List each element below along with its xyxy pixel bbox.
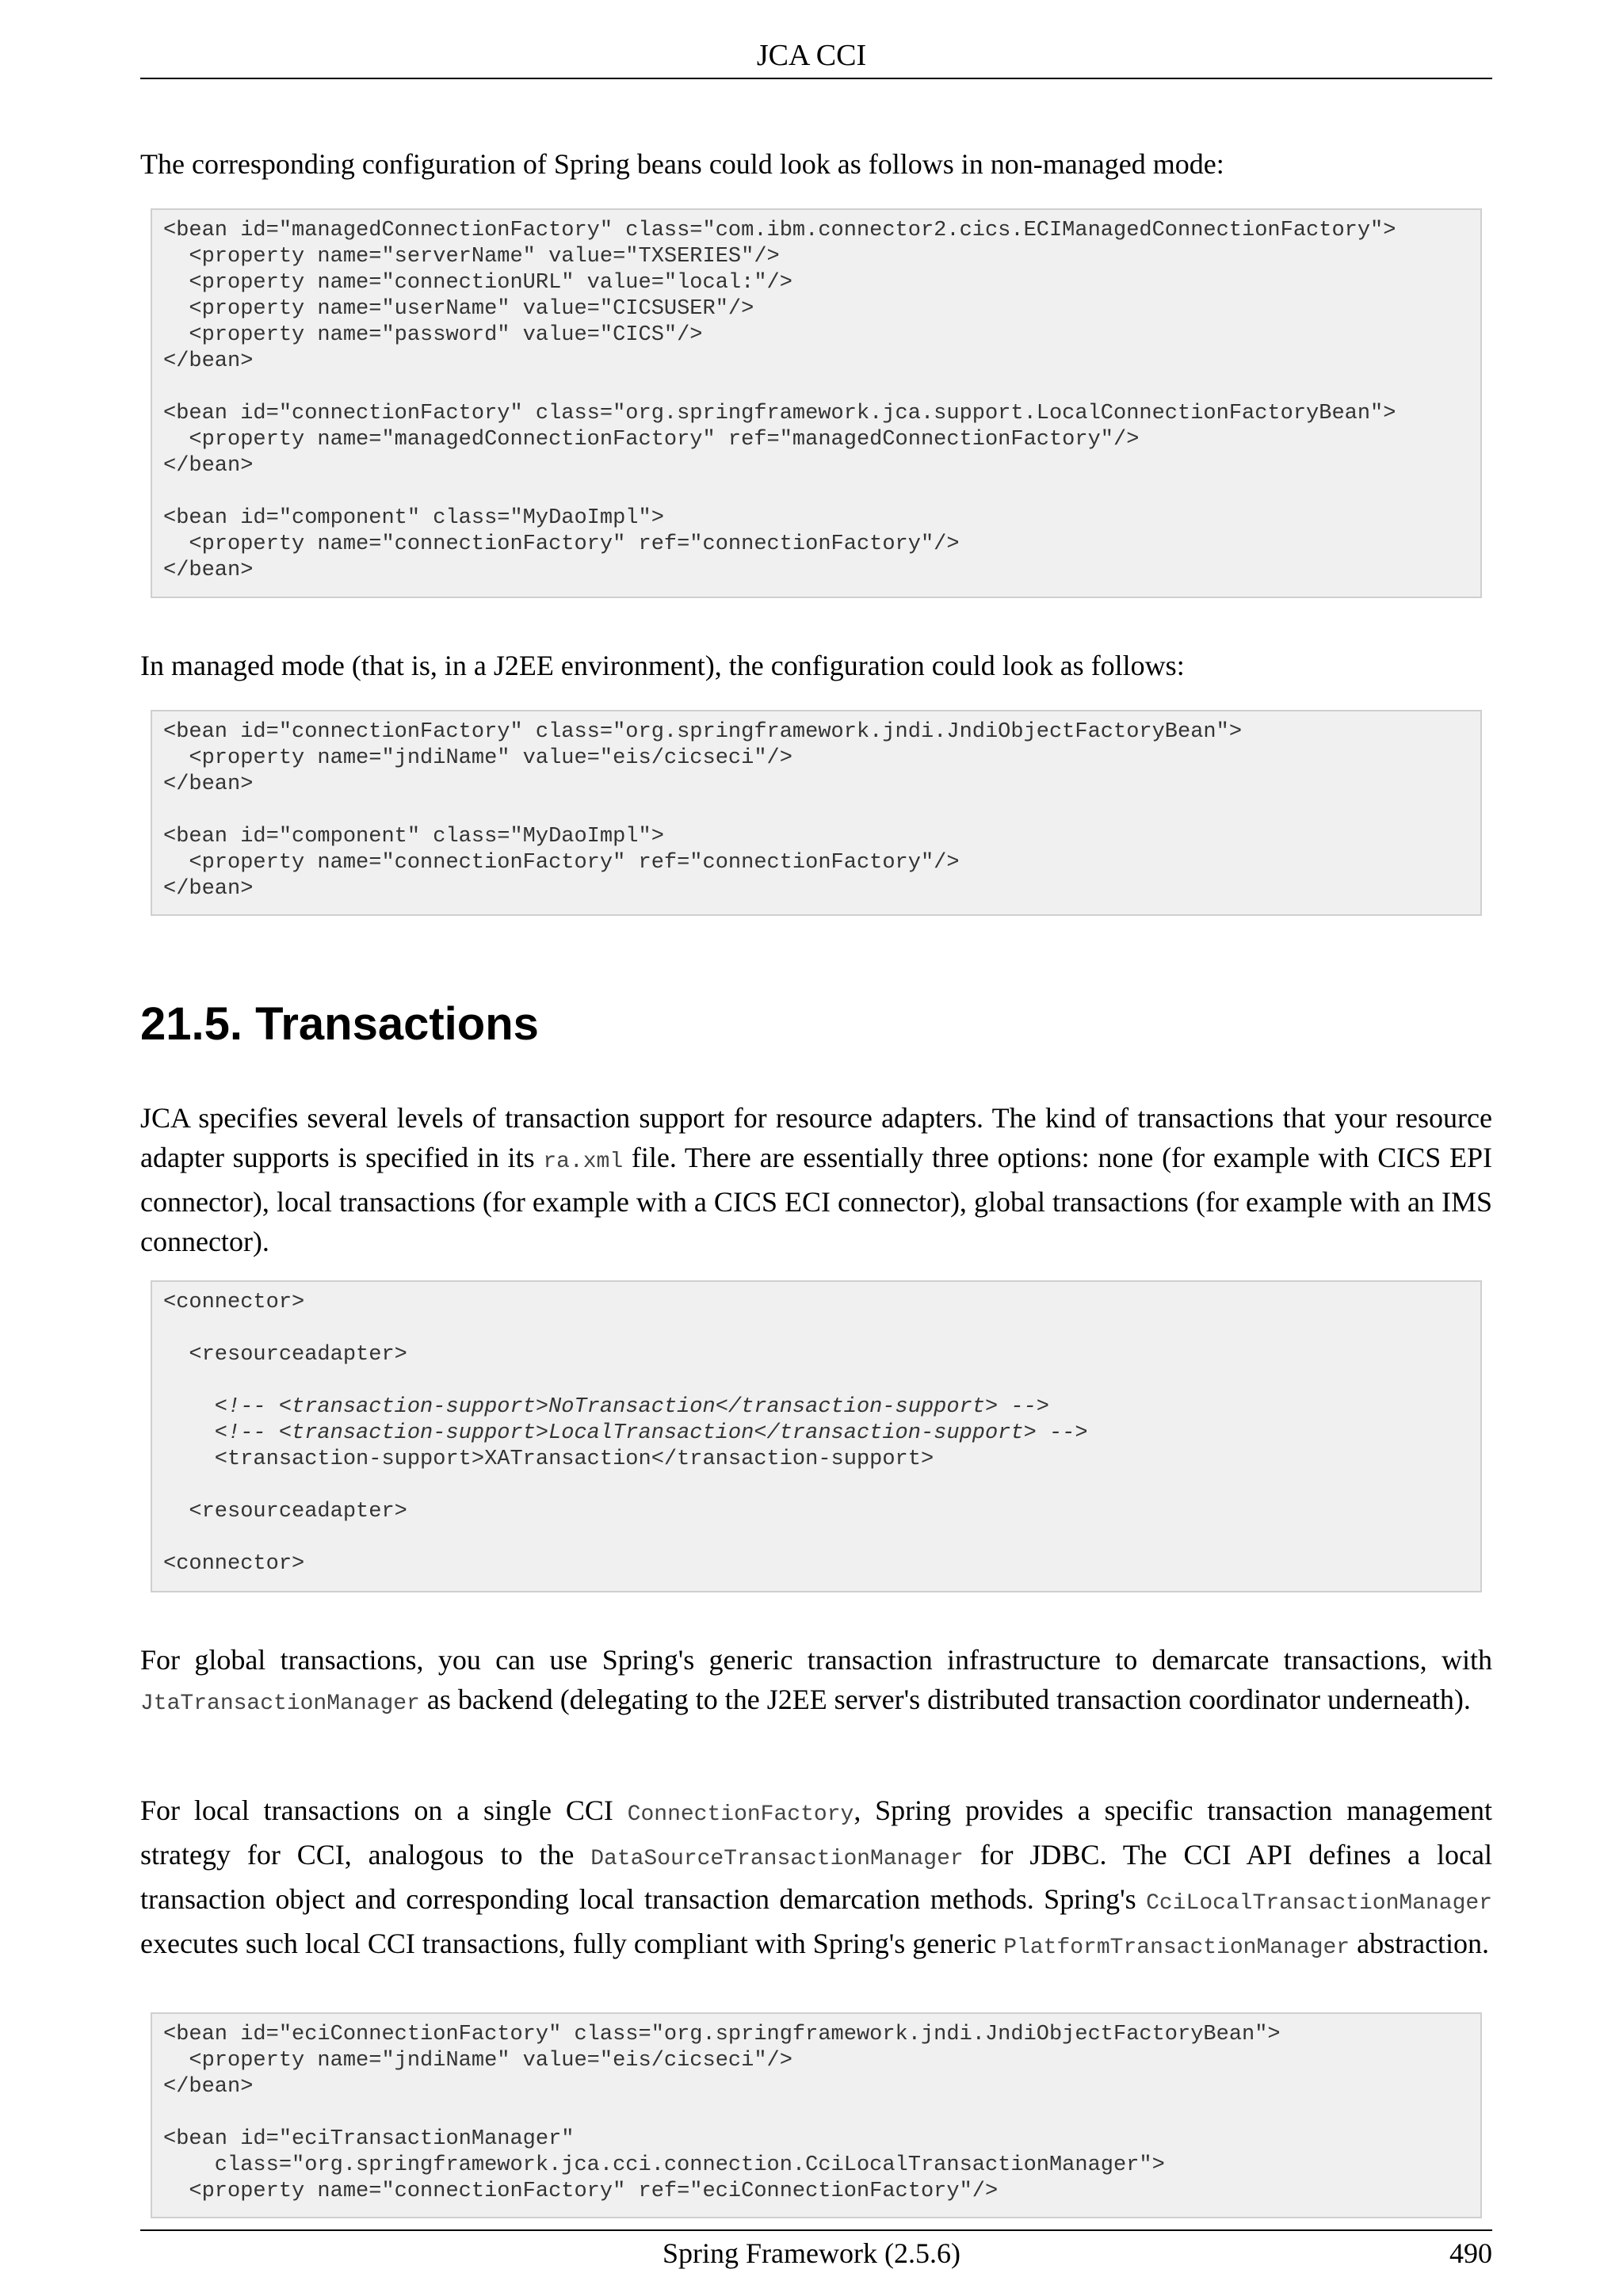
code-line: </bean> [163,877,254,901]
managed-mode-paragraph: In managed mode (that is, in a J2EE environment), the configuration could look as follows: [140,650,1185,681]
code-line: <bean id="eciTransactionManager" [163,2127,575,2151]
code-block-managed [151,710,1482,916]
code-line [163,1473,1469,1499]
code-line: </bean> [163,454,254,478]
code-line [163,1525,1469,1551]
code-line: <bean id="component" class="MyDaoImpl"> [163,825,664,849]
code-line: <property name="jndiName" value="eis/cicseci"/> [163,746,792,770]
code-line: <bean id="connectionFactory" class="org.springframework.jndi.JndiObjectFactoryBean"> [163,720,1243,744]
code-line: <property name="userName" value="CICSUSER"/> [163,297,754,321]
header-rule [140,78,1492,79]
footer-title: Spring Framework (2.5.6) [663,2237,960,2269]
code-line: </bean> [163,559,254,582]
code-line: </bean> [163,2075,254,2099]
code-line: class="org.springframework.jca.cci.connection.CciLocalTransactionManager"> [163,2153,1165,2177]
running-header: JCA CCI [756,39,867,72]
code-line: <bean id="managedConnectionFactory" class="com.ibm.connector2.cics.ECIManagedConnectionFactory"> [163,219,1396,242]
inline-code: DataSourceTransactionManager [590,1847,964,1871]
inline-code: JtaTransactionManager [140,1691,420,1716]
inline-code: PlatformTransactionManager [1003,1936,1350,1960]
intro-paragraph: The corresponding configuration of Spring beans could look as follows in non-managed mode: [140,148,1224,180]
code-line [163,1368,1469,1394]
page-number: 490 [1449,2237,1492,2269]
global-transactions-paragraph: For global transactions, you can use Spring's generic transaction infrastructure to demarcate transactions, with JtaTransactionManager as backend (delegating to the J2EE server's distributed transaction coordinator underneath). [140,1644,1492,1716]
code-block-connector [151,1280,1482,1592]
code-line: <connector> [163,1552,305,1576]
code-line [163,798,1469,824]
code-comment-line: <!-- <transaction-support>NoTransaction</transaction-support> --> [163,1395,1049,1419]
code-line: <connector> [163,1291,305,1314]
code-line: <resourceadapter> [163,1343,407,1367]
code-line [163,375,1469,401]
footer-rule [140,2229,1492,2231]
code-line: <property name="connectionURL" value="local:"/> [163,271,792,295]
code-line: <bean id="connectionFactory" class="org.springframework.jca.support.LocalConnectionFactoryBean"> [163,402,1396,425]
inline-code: ConnectionFactory [627,1802,854,1827]
transaction-levels-paragraph: JCA specifies several levels of transaction support for resource adapters. The kind of transactions that your resource adapter supports is specified in its ra.xml file. There are essentially three options: none (for example with CICS EPI connector), local transactions (for example with a CICS ECI connector), global transactions (for example with an IMS connector). [140,1102,1492,1257]
code-line: <property name="jndiName" value="eis/cicseci"/> [163,2049,792,2073]
code-comment-line: <!-- <transaction-support>LocalTransaction</transaction-support> --> [163,1421,1088,1445]
code-line: <property name="managedConnectionFactory" ref="managedConnectionFactory"/> [163,428,1140,452]
inline-code: ra.xml [543,1150,624,1174]
code-line: <property name="password" value="CICS"/> [163,323,703,347]
inline-code: CciLocalTransactionManager [1146,1891,1492,1916]
code-line: <resourceadapter> [163,1500,407,1524]
code-line: <property name="connectionFactory" ref="connectionFactory"/> [163,851,960,875]
code-line: <property name="connectionFactory" ref="connectionFactory"/> [163,532,960,556]
code-line: </bean> [163,349,254,373]
code-line: <property name="connectionFactory" ref="eciConnectionFactory"/> [163,2180,999,2203]
section-heading: 21.5. Transactions [140,998,539,1050]
code-line: <bean id="eciConnectionFactory" class="org.springframework.jndi.JndiObjectFactoryBean"> [163,2023,1281,2046]
code-block-eci [151,2012,1482,2218]
code-line [163,1316,1469,1342]
code-line [163,479,1469,505]
local-transactions-paragraph: For local transactions on a single CCI ConnectionFactory, Spring provides a specific transaction management strategy for CCI, analogous to the DataSourceTransactionManager for JDBC. The CCI API defines a local transaction object and corresponding local transaction demarcation methods. Spring's CciLocalTransactionManager executes such local CCI transactions, fully compliant with Spring's generic PlatformTransactionManager abstraction. [140,1794,1493,1960]
code-line: <bean id="component" class="MyDaoImpl"> [163,506,664,530]
code-line: </bean> [163,772,254,796]
code-block-nonmanaged [151,208,1482,598]
code-line: <transaction-support>XATransaction</transaction-support> [163,1447,934,1471]
code-line: <property name="serverName" value="TXSERIES"/> [163,245,780,269]
code-line [163,2100,1469,2126]
